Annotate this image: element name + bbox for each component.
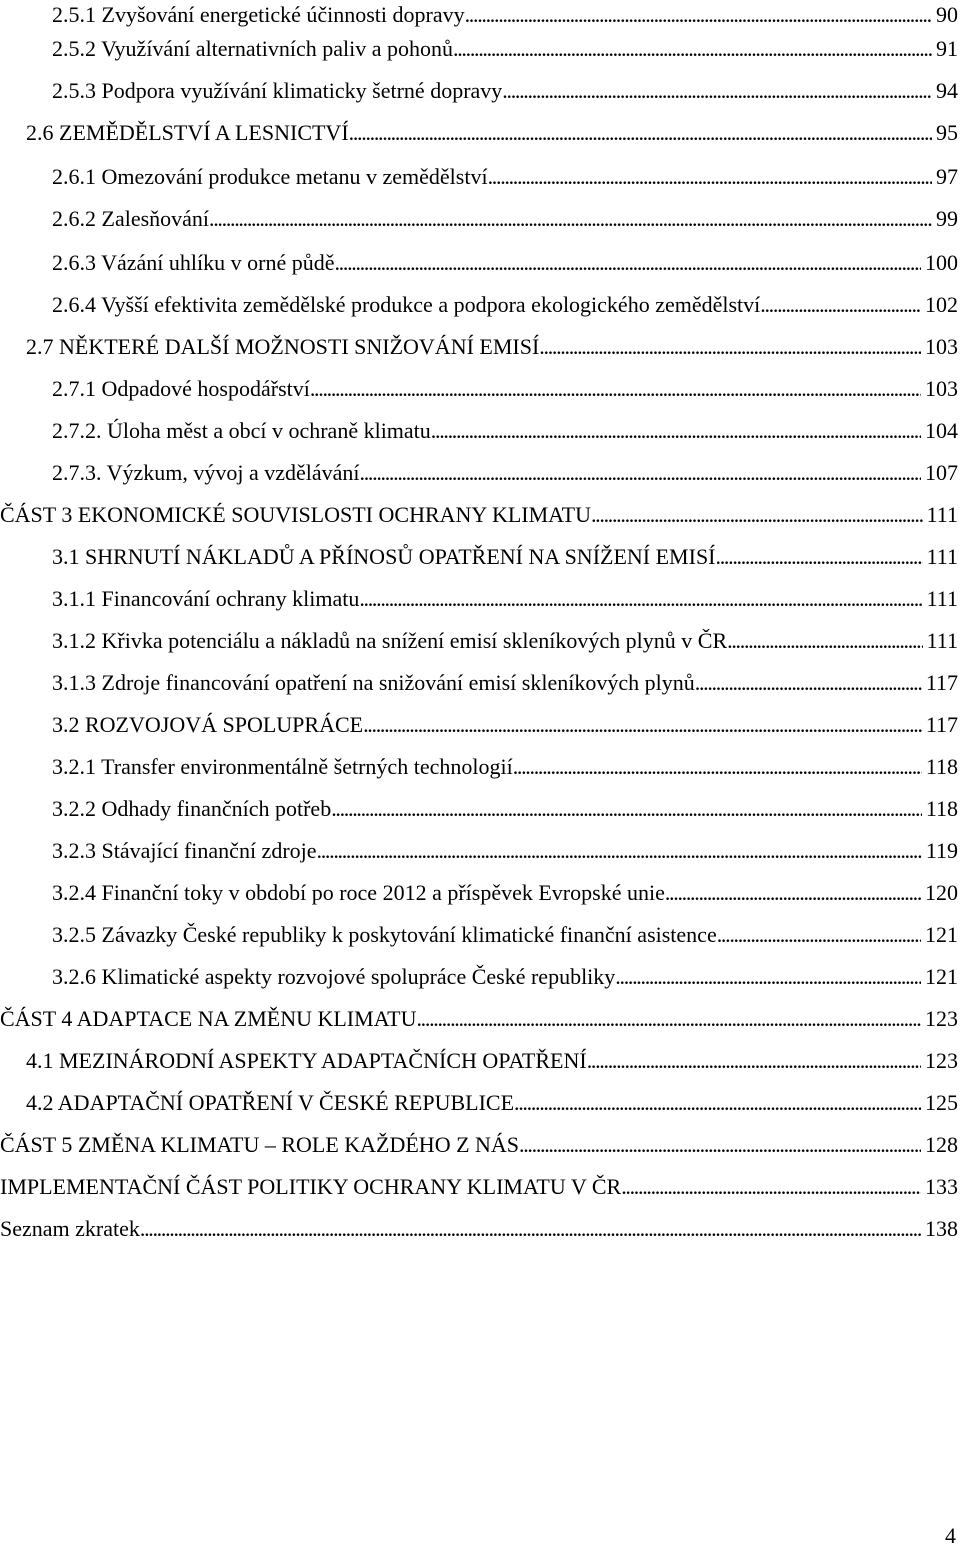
toc-dot-leader bbox=[310, 374, 921, 404]
toc-entry-page: 94 bbox=[936, 78, 958, 103]
toc-entry-page: 111 bbox=[926, 586, 958, 611]
toc-dot-leader bbox=[453, 34, 932, 64]
toc-dot-leader bbox=[514, 1088, 921, 1118]
toc-dot-leader bbox=[349, 118, 932, 148]
toc-entry-page: 104 bbox=[925, 418, 958, 443]
toc-dot-leader bbox=[615, 962, 921, 992]
toc-dot-leader bbox=[717, 920, 921, 950]
toc-entry[interactable] bbox=[0, 1172, 958, 1202]
toc-entry-title: 2.6 ZEMĚDĚLSTVÍ A LESNICTVÍ bbox=[26, 120, 349, 145]
toc-dot-leader bbox=[587, 1046, 921, 1076]
toc-entry-page: 117 bbox=[925, 670, 958, 695]
toc-dot-leader bbox=[317, 836, 922, 866]
toc-entry-page: 121 bbox=[925, 964, 958, 989]
toc-dot-leader bbox=[488, 162, 932, 192]
toc-entry[interactable] bbox=[52, 374, 958, 404]
toc-dot-leader bbox=[209, 204, 932, 234]
toc-entry-title: 2.5.3 Podpora využívání klimaticky šetrné dopravy bbox=[52, 78, 503, 103]
toc-entry[interactable] bbox=[52, 962, 958, 992]
toc-entry-title: 3.1.3 Zdroje financování opatření na snižování emisí skleníkových plynů bbox=[52, 670, 695, 695]
toc-entry[interactable] bbox=[52, 248, 958, 278]
toc-entry-page: 107 bbox=[925, 460, 958, 485]
toc-entry-title: 2.7.2. Úloha měst a obcí v ochraně klimatu bbox=[52, 418, 431, 443]
toc-dot-leader bbox=[360, 458, 921, 488]
toc-entry-page: 125 bbox=[925, 1090, 958, 1115]
toc-entry-page: 128 bbox=[925, 1132, 958, 1157]
toc-entry[interactable] bbox=[52, 878, 958, 908]
toc-entry-page: 95 bbox=[936, 120, 958, 145]
toc-entry[interactable] bbox=[26, 332, 958, 362]
toc-entry-title: 2.7 NĚKTERÉ DALŠÍ MOŽNOSTI SNIŽOVÁNÍ EMISÍ bbox=[26, 334, 540, 359]
toc-entry[interactable] bbox=[52, 710, 958, 740]
toc-dot-leader bbox=[591, 500, 923, 530]
toc-entry[interactable] bbox=[0, 1004, 958, 1034]
toc-dot-leader bbox=[621, 1172, 921, 1202]
toc-entry[interactable] bbox=[52, 162, 958, 192]
toc-entry-title: 3.2 ROZVOJOVÁ SPOLUPRÁCE bbox=[52, 712, 364, 737]
toc-entry[interactable] bbox=[52, 204, 958, 234]
toc-entry-title: 2.7.3. Výzkum, vývoj a vzdělávání bbox=[52, 460, 360, 485]
toc-dot-leader bbox=[695, 668, 922, 698]
toc-entry-title: 3.1.2 Křivka potenciálu a nákladů na snížení emisí skleníkových plynů v ČR bbox=[52, 628, 728, 653]
toc-entry[interactable] bbox=[0, 1214, 958, 1244]
toc-entry-title: 3.2.5 Závazky České republiky k poskytování klimatické finanční asistence bbox=[52, 922, 717, 947]
toc-entry-title: 3.2.6 Klimatické aspekty rozvojové spolupráce České republiky bbox=[52, 964, 616, 989]
toc-entry[interactable] bbox=[52, 584, 958, 614]
toc-entry[interactable] bbox=[52, 668, 958, 698]
toc-entry-title: 3.2.4 Finanční toky v období po roce 2012 a příspěvek Evropské unie bbox=[52, 880, 665, 905]
toc-entry[interactable] bbox=[0, 500, 958, 530]
toc-entry-page: 103 bbox=[925, 376, 958, 401]
toc-entry-title: ČÁST 4 ADAPTACE NA ZMĚNU KLIMATU bbox=[0, 1006, 417, 1031]
toc-dot-leader bbox=[363, 710, 922, 740]
toc-entry[interactable] bbox=[52, 416, 958, 446]
toc-entry-page: 111 bbox=[926, 628, 958, 653]
toc-entry-page: 133 bbox=[925, 1174, 958, 1199]
toc-entry-title: 4.1 MEZINÁRODNÍ ASPEKTY ADAPTAČNÍCH OPATŘENÍ bbox=[26, 1048, 587, 1073]
toc-entry[interactable] bbox=[52, 458, 958, 488]
toc-entry-page: 138 bbox=[925, 1216, 958, 1241]
toc-entry-title: 4.2 ADAPTAČNÍ OPATŘENÍ V ČESKÉ REPUBLICE bbox=[26, 1090, 515, 1115]
toc-entry-title: 3.2.1 Transfer environmentálně šetrných technologií bbox=[52, 754, 513, 779]
toc-entry[interactable] bbox=[52, 626, 958, 656]
toc-dot-leader bbox=[760, 290, 921, 320]
toc-entry-page: 100 bbox=[925, 250, 958, 275]
toc-entry-page: 121 bbox=[925, 922, 958, 947]
toc-dot-leader bbox=[519, 1130, 921, 1160]
toc-entry-page: 117 bbox=[925, 712, 958, 737]
toc-entry-title: ČÁST 5 ZMĚNA KLIMATU – ROLE KAŽDÉHO Z NÁS bbox=[0, 1132, 520, 1157]
toc-entry-page: 90 bbox=[936, 2, 958, 27]
toc-entry-page: 97 bbox=[936, 164, 958, 189]
toc-entry-page: 103 bbox=[925, 334, 958, 359]
toc-entry-page: 111 bbox=[926, 544, 958, 569]
toc-entry[interactable] bbox=[52, 836, 958, 866]
toc-dot-leader bbox=[140, 1214, 921, 1244]
toc-entry[interactable] bbox=[52, 0, 958, 30]
toc-entry-title: 2.5.2 Využívání alternativních paliv a pohonů bbox=[52, 36, 454, 61]
toc-entry-page: 123 bbox=[925, 1006, 958, 1031]
toc-entry[interactable] bbox=[52, 794, 958, 824]
toc-entry-page: 102 bbox=[925, 292, 958, 317]
toc-entry[interactable] bbox=[52, 34, 958, 64]
toc-entry-page: 120 bbox=[925, 880, 958, 905]
toc-dot-leader bbox=[727, 626, 922, 656]
toc-dot-leader bbox=[431, 416, 921, 446]
toc-entry-title: 3.1.1 Financování ochrany klimatu bbox=[52, 586, 360, 611]
toc-dot-leader bbox=[513, 752, 922, 782]
toc-entry-page: 111 bbox=[926, 502, 958, 527]
toc-entry-title: IMPLEMENTAČNÍ ČÁST POLITIKY OCHRANY KLIMATU V ČR bbox=[0, 1174, 622, 1199]
toc-entry-page: 118 bbox=[925, 796, 958, 821]
page-number: 4 bbox=[945, 1523, 956, 1548]
toc-entry-title: 2.6.1 Omezování produkce metanu v zemědělství bbox=[52, 164, 488, 189]
toc-entry[interactable] bbox=[0, 1130, 958, 1160]
toc-entry[interactable] bbox=[26, 1046, 958, 1076]
toc-entry-title: 2.5.1 Zvyšování energetické účinnosti dopravy bbox=[52, 2, 465, 27]
toc-entry-title: 2.7.1 Odpadové hospodářství bbox=[52, 376, 310, 401]
toc-dot-leader bbox=[416, 1004, 921, 1034]
toc-entry-title: ČÁST 3 EKONOMICKÉ SOUVISLOSTI OCHRANY KLIMATU bbox=[0, 502, 591, 527]
toc-entry-title: 3.2.3 Stávající finanční zdroje bbox=[52, 838, 317, 863]
toc-entry[interactable] bbox=[52, 920, 958, 950]
toc-entry-title: 3.2.2 Odhady finančních potřeb bbox=[52, 796, 332, 821]
toc-entry-title: 2.6.2 Zalesňování bbox=[52, 206, 210, 231]
toc-dot-leader bbox=[539, 332, 921, 362]
toc-dot-leader bbox=[502, 76, 932, 106]
toc-entry-page: 123 bbox=[925, 1048, 958, 1073]
toc-entry[interactable] bbox=[52, 290, 958, 320]
toc-entry[interactable] bbox=[52, 76, 958, 106]
toc-entry-page: 118 bbox=[925, 754, 958, 779]
toc-entry-title: 2.6.3 Vázání uhlíku v orné půdě bbox=[52, 250, 335, 275]
toc-dot-leader bbox=[465, 0, 932, 30]
toc-dot-leader bbox=[334, 248, 921, 278]
toc-entry-title: 2.6.4 Vyšší efektivita zemědělské produkce a podpora ekologického zemědělství bbox=[52, 292, 761, 317]
toc-dot-leader bbox=[359, 584, 922, 614]
toc-entry-page: 119 bbox=[925, 838, 958, 863]
toc-entry-page: 91 bbox=[936, 36, 958, 61]
toc-dot-leader bbox=[665, 878, 921, 908]
toc-entry[interactable] bbox=[52, 542, 958, 572]
toc-entry-title: 3.1 SHRNUTÍ NÁKLADŮ A PŘÍNOSŮ OPATŘENÍ NA SNÍŽENÍ EMISÍ bbox=[52, 544, 716, 569]
toc-dot-leader bbox=[716, 542, 923, 572]
toc-entry[interactable] bbox=[52, 752, 958, 782]
toc-entry[interactable] bbox=[26, 118, 958, 148]
toc-entry-page: 99 bbox=[936, 206, 958, 231]
toc-dot-leader bbox=[331, 794, 922, 824]
toc-entry-title: Seznam zkratek bbox=[0, 1216, 140, 1241]
toc-entry[interactable] bbox=[26, 1088, 958, 1118]
